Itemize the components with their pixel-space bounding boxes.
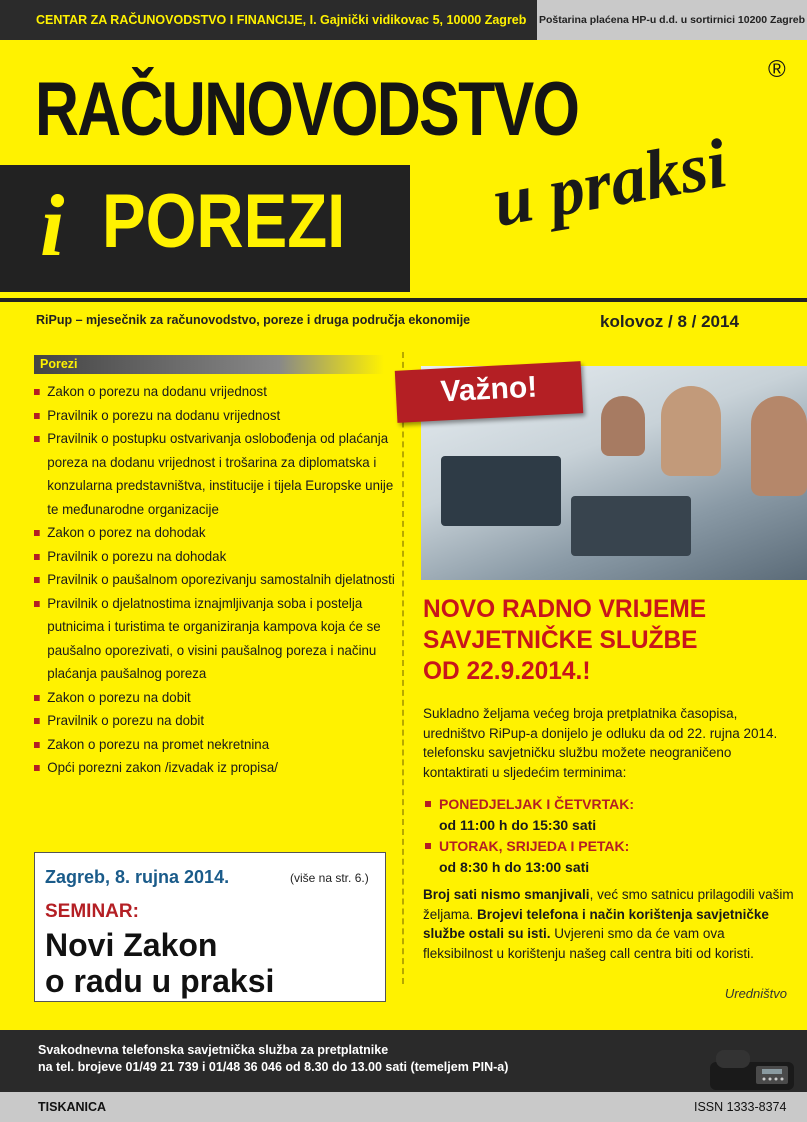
list-item: Zakon o porez na dohodak bbox=[34, 521, 406, 545]
footer-line1: Svakodnevna telefonska savjetnička služba za pretplatnike bbox=[38, 1043, 389, 1057]
person-shape bbox=[751, 396, 807, 496]
schedule bbox=[423, 794, 795, 878]
list-item: Opći porezni zakon /izvadak iz propisa/ bbox=[34, 756, 406, 780]
seminar-label: SEMINAR: bbox=[45, 901, 139, 922]
closing-bold: Brojevi telefona i način korištenja savjetničke službe ostali su isti. bbox=[423, 906, 769, 941]
subline bbox=[0, 298, 807, 342]
masthead-i: i bbox=[40, 178, 65, 275]
tiskanica-label: TISKANICA bbox=[38, 1100, 107, 1114]
masthead-porezi: POREZI bbox=[102, 179, 346, 264]
closing-text: , već smo satnicu prilagodili vašim željama. bbox=[423, 887, 794, 922]
publisher-address: CENTAR ZA RAČUNOVODSTVO I FINANCIJE, I. Gajnički vidikovac 5, 10000 Zagreb bbox=[0, 0, 537, 40]
schedule-days: UTORAK, SRIJEDA I PETAK: bbox=[423, 836, 795, 857]
schedule-days: PONEDJELJAK I ČETVRTAK: bbox=[423, 794, 795, 815]
seminar-title bbox=[45, 927, 385, 999]
notice-headline bbox=[423, 594, 788, 687]
telephone-icon bbox=[706, 1036, 798, 1092]
monitor-shape bbox=[441, 456, 561, 526]
person-shape bbox=[661, 386, 721, 476]
important-badge-label: Važno! bbox=[439, 370, 539, 409]
list-item: Pravilnik o djelatnostima iznajmljivanja soba i postelja putnicima i turistima te organiziranja kampova koja će se paušalno oporezivati, o visini paušalnog poreza i načinu plaćanja paušalnog poreza bbox=[34, 592, 406, 686]
list-item: Pravilnik o porezu na dodanu vrijednost bbox=[34, 404, 406, 428]
postage-note: Poštarina plaćena HP-u d.d. u sortirnici 10200 Zagreb bbox=[537, 0, 807, 40]
footer-line2: na tel. brojeve 01/49 21 739 i 01/48 36 046 od 8.30 do 13.00 sati (temeljem PIN-a) bbox=[38, 1060, 509, 1074]
list-item: Pravilnik o paušalnom oporezivanju samostalnih djelatnosti bbox=[34, 568, 406, 592]
issn-number: ISSN 1333-8374 bbox=[694, 1100, 787, 1114]
list-item: Zakon o porezu na dodanu vrijednost bbox=[34, 380, 406, 404]
tagline: RiPup – mjesečnik za računovodstvo, poreze i druga područja ekonomije bbox=[36, 313, 471, 327]
list-item: Pravilnik o postupku ostvarivanja oslobođenja od plaćanja poreza na dodanu vrijednost i trošarina za diplomatska i konzularna predstavništva, institucije i tijela Europske unije te međunarodne organizacije bbox=[34, 427, 406, 521]
signature: Uredništvo bbox=[724, 986, 787, 1001]
notice-headline-line: NOVO RADNO VRIJEME bbox=[423, 595, 707, 623]
list-item: Pravilnik o porezu na dobit bbox=[34, 709, 406, 733]
masthead-title: RAČUNOVODSTVO bbox=[35, 67, 579, 152]
section-heading bbox=[34, 355, 384, 374]
seminar-date: Zagreb, 8. rujna 2014. bbox=[45, 867, 230, 887]
bottom-bar bbox=[0, 1092, 807, 1122]
closing-bold: Broj sati nismo smanjivali bbox=[423, 887, 590, 902]
seminar-box[interactable] bbox=[34, 852, 386, 1002]
list-item: Pravilnik o porezu na dohodak bbox=[34, 545, 406, 569]
notice-headline-line: OD 22.9.2014.! bbox=[423, 657, 591, 685]
notice-closing bbox=[423, 885, 795, 963]
issue-date: kolovoz / 8 / 2014 bbox=[600, 312, 739, 331]
section-heading-label: Porezi bbox=[40, 357, 78, 371]
important-badge bbox=[395, 361, 583, 423]
law-list bbox=[34, 380, 394, 780]
list-item: Zakon o porezu na dobit bbox=[34, 686, 406, 710]
registered-mark: ® bbox=[768, 56, 786, 83]
person-shape bbox=[601, 396, 645, 456]
column-divider bbox=[402, 352, 404, 984]
list-item: Zakon o porezu na promet nekretnina bbox=[34, 733, 406, 757]
seminar-page-ref: (više na str. 6.) bbox=[290, 871, 369, 885]
notice-headline-line: SAVJETNIČKE SLUŽBE bbox=[423, 626, 698, 654]
footer-bar bbox=[0, 1030, 807, 1092]
masthead-u-praksi: u praksi bbox=[487, 125, 733, 242]
schedule-time: od 8:30 h do 13:00 sati bbox=[439, 859, 590, 875]
seminar-title-line1: Novi Zakon bbox=[45, 927, 218, 963]
notice-body: Sukladno željama većeg broja pretplatnika časopisa, uredništvo RiPup-a donijelo je odluku da od 22. rujna 2014. telefonsku savjetničku službu možete neograničeno kontaktirati u sljedećim terminima: bbox=[423, 706, 778, 780]
seminar-title-line2: o radu u praksi bbox=[45, 963, 275, 999]
top-bar bbox=[0, 0, 807, 40]
schedule-time: od 11:00 h do 15:30 sati bbox=[439, 817, 597, 833]
closing-text: Uvjereni smo da će vam ova fleksibilnost u korištenju našeg call centra biti od koristi. bbox=[423, 926, 754, 961]
monitor-shape bbox=[571, 496, 691, 556]
